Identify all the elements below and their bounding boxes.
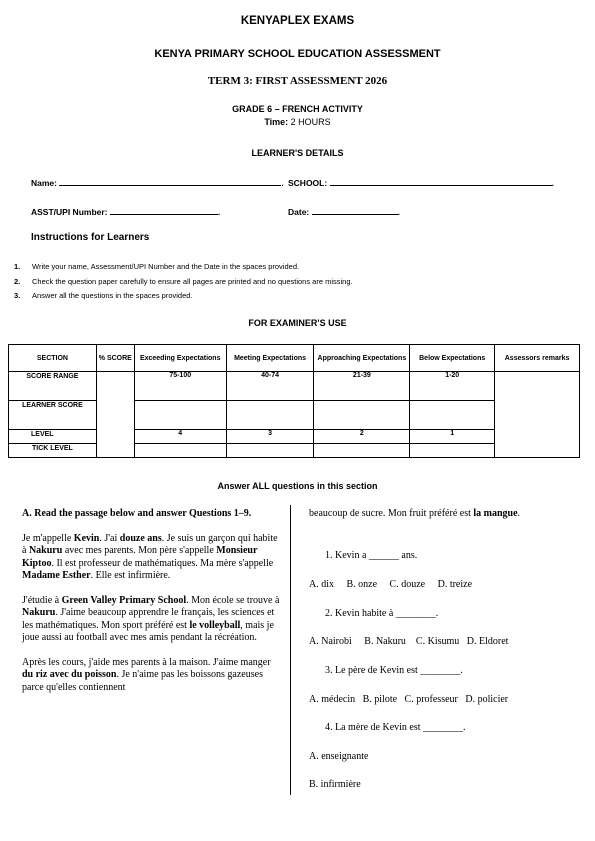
table-row (9, 372, 580, 401)
question-4-option-a[interactable]: A. enseignante (309, 751, 369, 762)
instruction-number: 1. (14, 262, 21, 271)
table-cell: 3 (226, 430, 314, 444)
header-cell: Below Expectations (410, 345, 495, 372)
text-run: , mais je joue aussi au football avec mes amis pendant la récréation. (22, 619, 274, 643)
table-row (9, 444, 580, 458)
bold-text: Madame Esther (22, 570, 91, 581)
passage-paragraph (22, 657, 280, 695)
question-2-options[interactable]: A. Nairobi B. Nakuru C. Kisumu D. Eldoret (309, 636, 509, 647)
table-row (9, 430, 580, 444)
passage-continuation (309, 508, 579, 521)
name-field[interactable]: Name: . (31, 178, 284, 188)
table-header-row (9, 345, 580, 372)
date-field[interactable]: Date: . (288, 207, 401, 217)
exam-body-title: KENYAPLEX EXAMS (240, 15, 355, 27)
instructions-title: Instructions for Learners (31, 232, 150, 243)
date-line[interactable] (312, 205, 398, 215)
header-cell: Approaching Expectations (314, 345, 410, 372)
row-label: LEARNER SCORE (9, 401, 97, 430)
question-4: 4. La mère de Kevin est ________. (325, 722, 466, 733)
table-cell[interactable] (226, 444, 314, 458)
table-cell: 2 (314, 430, 410, 444)
text-run: . Je suis un garçon qui habite à (22, 532, 278, 556)
instruction-item (14, 262, 299, 271)
row-label: TICK LEVEL (9, 444, 97, 458)
date-label: Date: (288, 207, 310, 217)
column-divider (290, 505, 291, 795)
asst-upi-label: ASST/UPI Number: (31, 207, 108, 217)
bold-text: Kevin (73, 532, 100, 544)
text-run: . (517, 508, 521, 519)
table-cell: 1-20 (410, 372, 495, 401)
percent-score-cell[interactable] (96, 372, 134, 458)
school-field[interactable]: SCHOOL: . (288, 178, 554, 188)
question-3-options[interactable]: A. médecin B. pilote C. professeur D. policier (309, 694, 509, 705)
school-line[interactable] (330, 176, 552, 186)
instruction-text: Answer all the questions in the spaces provided. (32, 291, 193, 300)
text-run: Après les cours, j'aide mes parents à la maison. J'aime manger (22, 656, 271, 668)
table-cell[interactable] (314, 444, 410, 458)
grade-title: GRADE 6 – FRENCH ACTIVITY (232, 104, 363, 114)
header-cell: Assessors remarks (495, 345, 580, 372)
examiner-score-table (8, 344, 580, 458)
header-cell: Exceeding Expectations (134, 345, 226, 372)
time-line (0, 117, 595, 127)
bold-text: le volleyball (189, 619, 241, 631)
passage-paragraph (22, 533, 280, 583)
bold-text: douze ans (119, 532, 162, 544)
bold-text: Nakuru (28, 545, 63, 556)
table-cell: 21-39 (314, 372, 410, 401)
learner-details-heading: LEARNER'S DETAILS (251, 148, 344, 158)
table-cell: 40-74 (226, 372, 314, 401)
school-label: SCHOOL: (288, 178, 328, 188)
reading-passage (22, 508, 280, 706)
question-1-options[interactable]: A. dix B. onze C. douze D. treize (309, 579, 473, 590)
question-1: 1. Kevin a ______ ans. (325, 550, 418, 561)
examiner-use-title: FOR EXAMINER'S USE (248, 318, 347, 328)
text-run: Je m'appelle (22, 532, 74, 544)
instruction-number: 3. (14, 291, 21, 300)
section-heading: A. Read the passage below and answer Questions 1–9. (22, 508, 252, 519)
time-value: 2 HOURS (290, 117, 331, 127)
table-cell: 4 (134, 430, 226, 444)
text-run: . Mon école se trouve à (186, 594, 280, 606)
name-line[interactable] (59, 176, 281, 186)
answer-all-instruction: Answer ALL questions in this section (217, 481, 378, 491)
instruction-item (14, 277, 353, 286)
name-label: Name: (31, 178, 57, 188)
table-cell[interactable] (410, 401, 495, 430)
bold-text: Monsieur Kiptoo (22, 545, 258, 569)
bold-text: la mangue (473, 508, 518, 519)
question-2: 2. Kevin habite à ________. (325, 608, 439, 619)
text-run: . J'aime beaucoup apprendre le français, les sciences et les mathématiques. Mon sport préféré est (22, 607, 275, 631)
asst-upi-field[interactable]: ASST/UPI Number: . (31, 207, 221, 217)
assessment-title: KENYA PRIMARY SCHOOL EDUCATION ASSESSMENT (154, 48, 441, 60)
text-run: beaucoup de sucre. Mon fruit préféré est (309, 508, 474, 519)
text-run: . Je n'aime pas les boissons gazeuses parce qu'elles contiennent (22, 669, 263, 693)
instruction-text: Check the question paper carefully to ensure all pages are printed and no questions are missing. (32, 277, 353, 286)
table-cell[interactable] (226, 401, 314, 430)
bold-text: Green Valley Primary School (61, 594, 187, 606)
instruction-number: 2. (14, 277, 21, 286)
table-row (9, 401, 580, 430)
header-cell: Meeting Expectations (226, 345, 314, 372)
table-cell[interactable] (314, 401, 410, 430)
table-cell[interactable] (410, 444, 495, 458)
term-title: TERM 3: FIRST ASSESSMENT 2026 (207, 75, 388, 87)
row-label: SCORE RANGE (9, 372, 97, 401)
header-cell: % SCORE (96, 345, 134, 372)
instruction-item (14, 291, 193, 300)
row-label: LEVEL (9, 430, 97, 444)
text-run: . Elle est infirmière. (90, 570, 171, 581)
table-cell: 1 (410, 430, 495, 444)
question-4-option-b[interactable]: B. infirmière (309, 779, 361, 790)
asst-upi-line[interactable] (110, 205, 218, 215)
text-run: avec mes parents. Mon père s'appelle (62, 545, 217, 556)
header-cell: SECTION (9, 345, 97, 372)
bold-text: Nakuru (22, 607, 56, 618)
table-cell[interactable] (134, 444, 226, 458)
time-label: Time: (264, 117, 289, 127)
instruction-text: Write your name, Assessment/UPI Number and the Date in the spaces provided. (32, 262, 300, 271)
table-cell: 75-100 (134, 372, 226, 401)
bold-text: du riz avec du poisson (22, 669, 117, 680)
text-run: . Il est professeur de mathématiques. Ma mère s'appelle (51, 557, 274, 569)
question-3: 3. Le père de Kevin est ________. (325, 665, 463, 676)
text-run: J'étudie à (22, 594, 62, 606)
assessors-remarks-cell[interactable] (495, 372, 580, 458)
text-run: . J'ai (99, 532, 120, 544)
passage-paragraph (22, 595, 280, 645)
table-cell[interactable] (134, 401, 226, 430)
